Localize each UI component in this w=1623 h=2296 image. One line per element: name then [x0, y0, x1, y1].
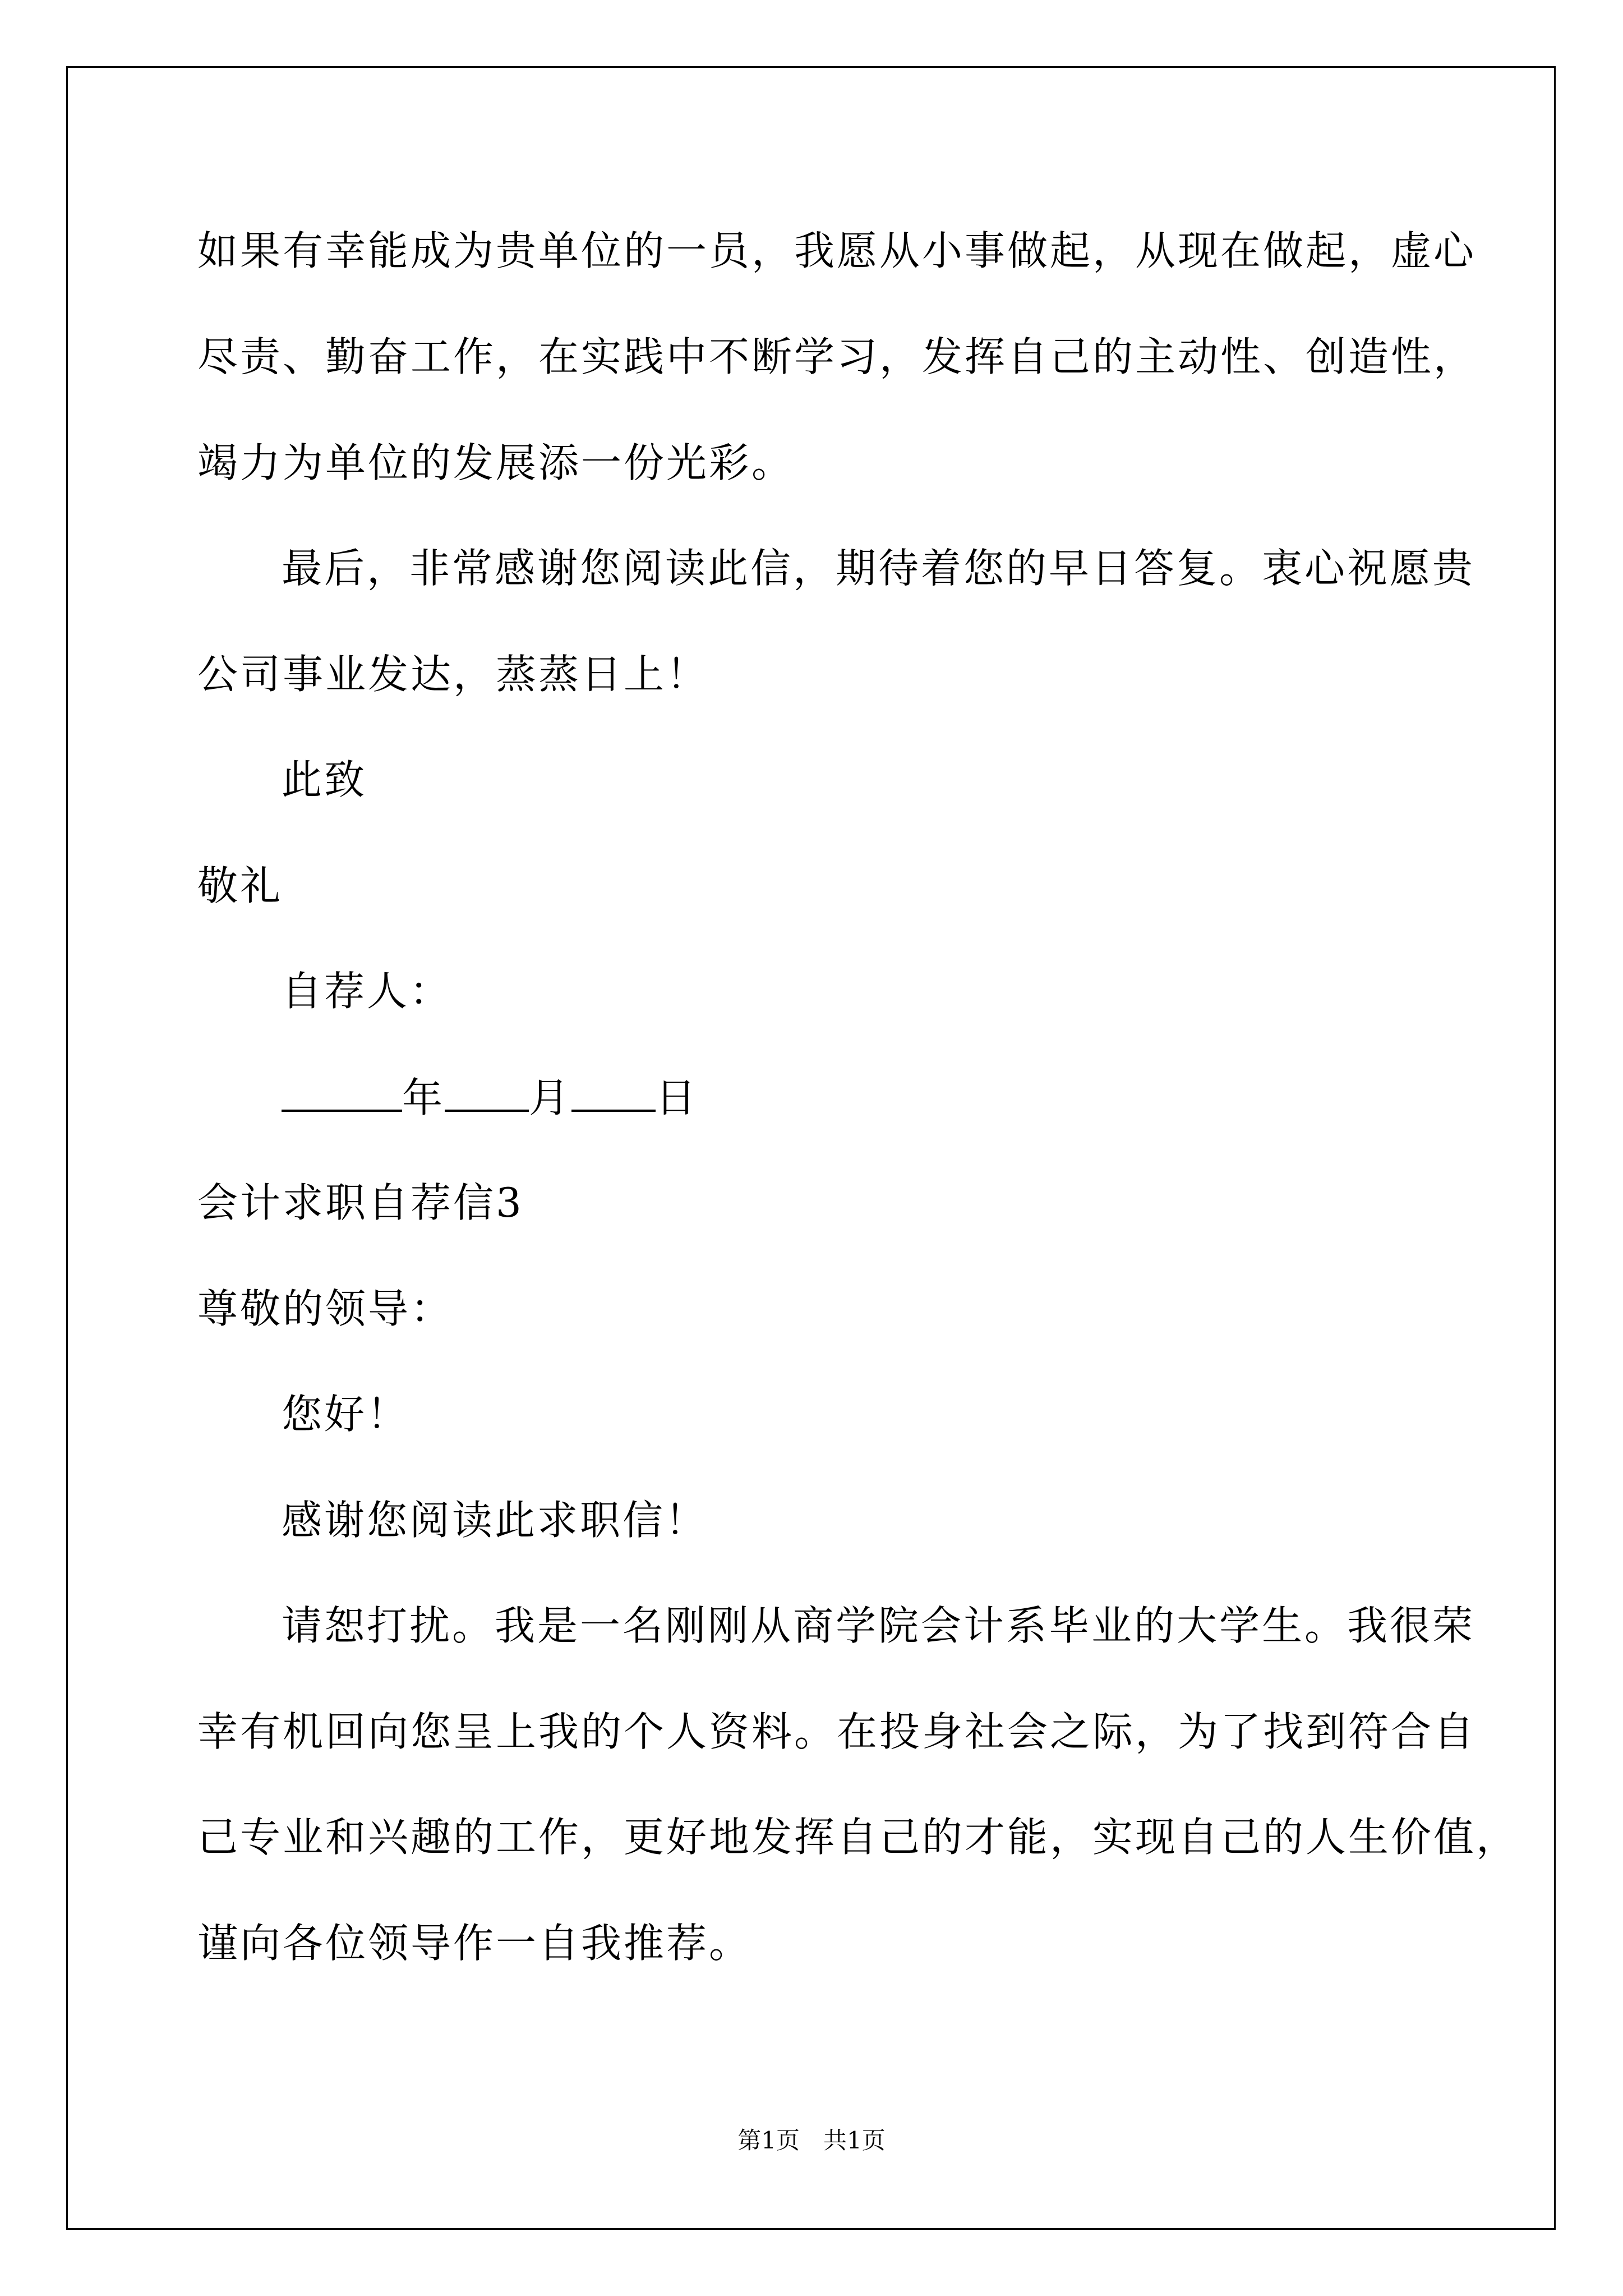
paragraph-line: 尽责、勤奋工作，在实践中不断学习，发挥自己的主动性、创造性，	[197, 333, 1477, 380]
closing-cizhi: 此致	[282, 756, 367, 803]
day-blank	[571, 1077, 656, 1112]
paragraph-line: 如果有幸能成为贵单位的一员，我愿从小事做起，从现在做起，虚心	[197, 227, 1477, 274]
paragraph-line: 竭力为单位的发展添一份光彩。	[197, 439, 795, 486]
paragraph-line: 公司事业发达，蒸蒸日上！	[197, 651, 709, 698]
month-blank	[445, 1077, 529, 1112]
paragraph-line: 己专业和兴趣的工作，更好地发挥自己的才能，实现自己的人生价值，	[197, 1814, 1519, 1861]
greeting: 您好！	[282, 1391, 410, 1438]
section-title: 会计求职自荐信3	[197, 1179, 524, 1226]
date-line	[282, 1074, 699, 1121]
year-blank	[282, 1077, 402, 1112]
closing-jingli: 敬礼	[197, 862, 283, 909]
page-border	[66, 66, 1556, 2230]
year-label: 年	[402, 1074, 445, 1121]
thanks-line: 感谢您阅读此求职信！	[282, 1497, 708, 1544]
paragraph-line: 请恕打扰。我是一名刚刚从商学院会计系毕业的大学生。我很荣	[282, 1602, 1476, 1649]
signer-label: 自荐人：	[282, 968, 453, 1015]
salutation: 尊敬的领导：	[197, 1285, 454, 1332]
day-label: 日	[656, 1074, 699, 1121]
page-footer: 第1页 共1页	[737, 2127, 886, 2154]
paragraph-line: 谨向各位领导作一自我推荐。	[197, 1920, 752, 1967]
paragraph-line: 最后，非常感谢您阅读此信，期待着您的早日答复。衷心祝愿贵	[282, 545, 1476, 592]
paragraph-line: 幸有机回向您呈上我的个人资料。在投身社会之际，为了找到符合自	[197, 1708, 1477, 1755]
month-label: 月	[529, 1074, 572, 1121]
